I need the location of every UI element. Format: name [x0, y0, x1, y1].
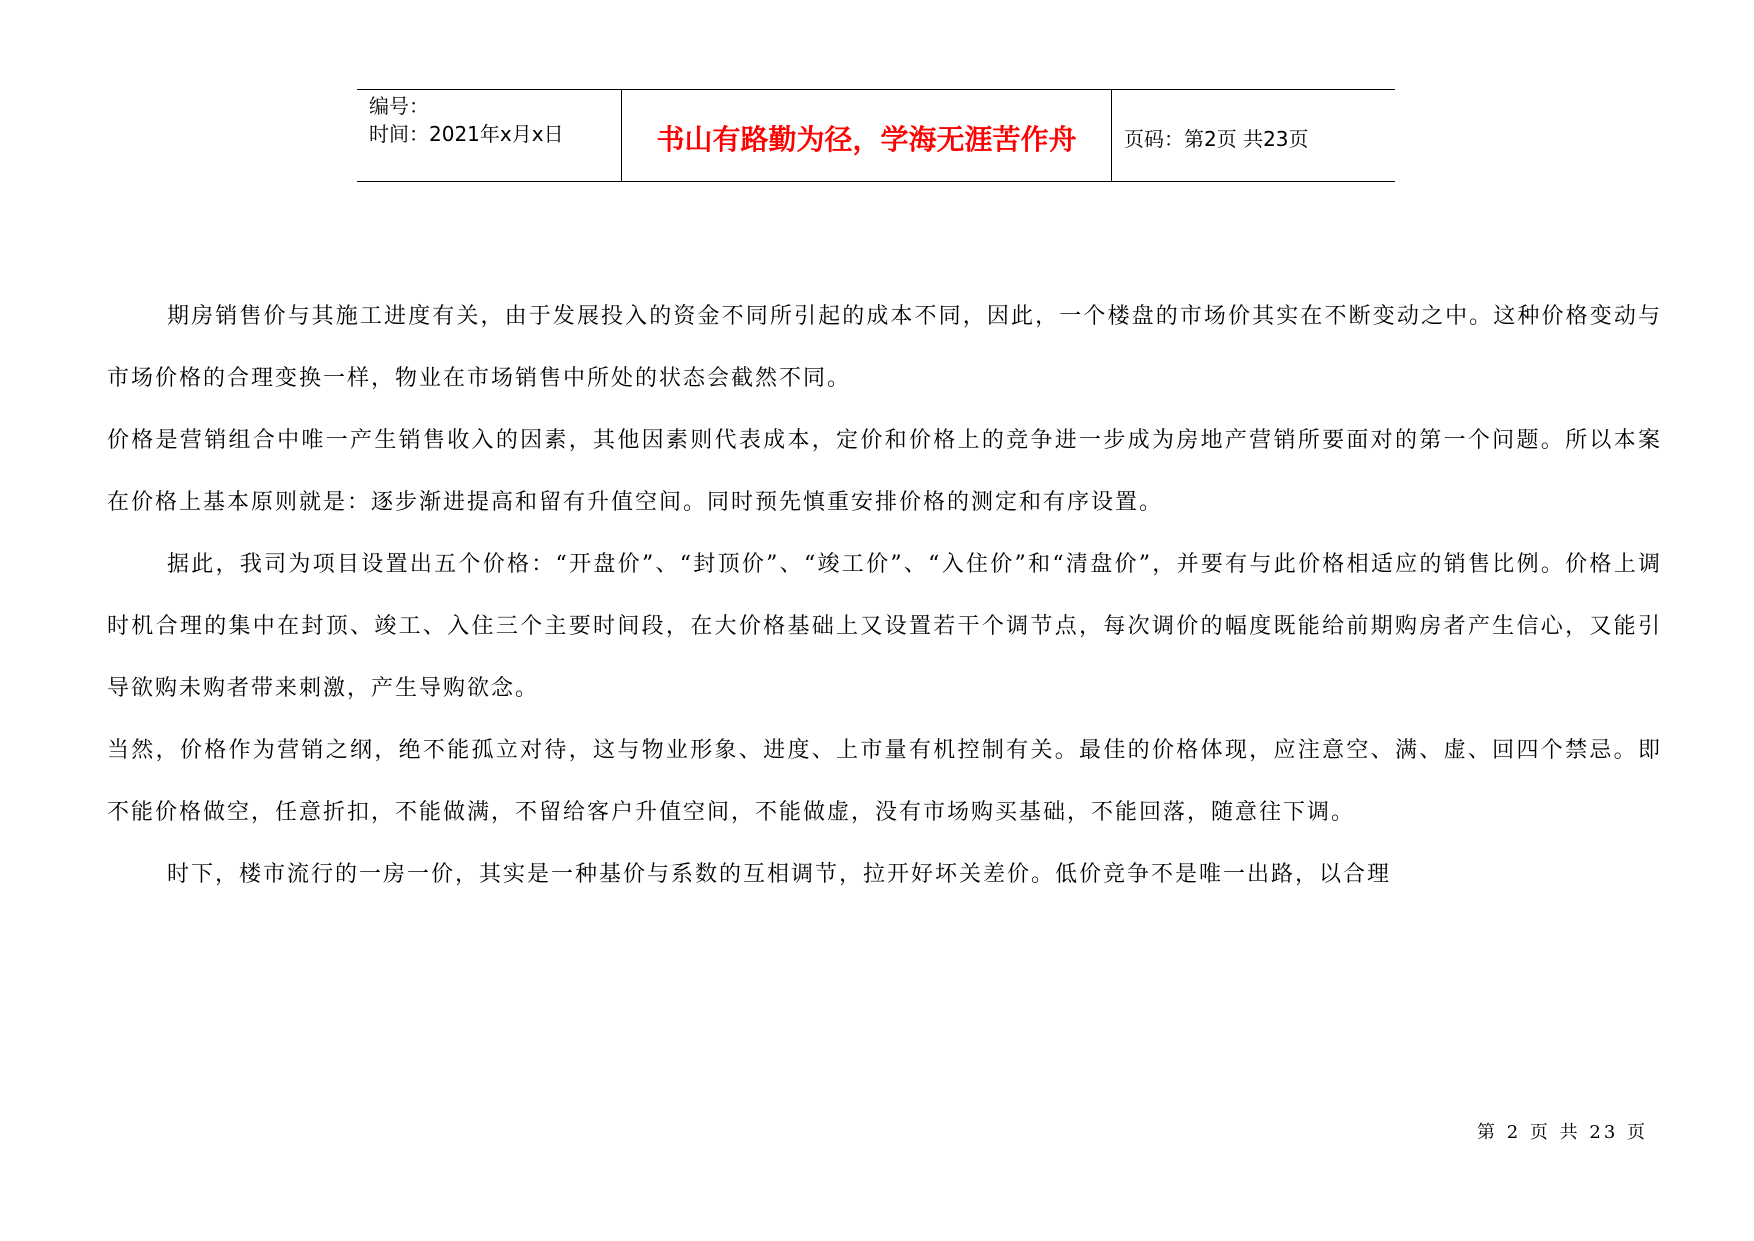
page-footer: 第 2 页 共 23 页: [1477, 1122, 1648, 1143]
number-label: 编号：: [369, 94, 429, 118]
time-label: 时间：2021年x月x日: [369, 122, 564, 146]
paragraph-1: 期房销售价与其施工进度有关，由于发展投入的资金不同所引起的成本不同，因此，一个楼盘的市场价其实在不断变动之中。这种价格变动与市场价格的合理变换一样，物业在市场销售中所处的状态会截然不同。: [107, 304, 1662, 391]
header-page-info: 页码：第2页 共23页: [1124, 127, 1309, 151]
paragraph-4: 当然，价格作为营销之纲，绝不能孤立对待，这与物业形象、进度、上市量有机控制有关。最佳的价格体现，应注意空、满、虚、回四个禁忌。即不能价格做空，任意折扣，不能做满，不留给客户升值空间，不能做虚，没有市场购买基础，不能回落，随意往下调。: [107, 738, 1662, 825]
paragraph-2: 价格是营销组合中唯一产生销售收入的因素，其他因素则代表成本，定价和价格上的竞争进一步成为房地产营销所要面对的第一个问题。所以本案在价格上基本原则就是：逐步渐进提高和留有升值空间。同时预先慎重安排价格的测定和有序设置。: [107, 428, 1662, 515]
header-motto: 书山有路勤为径，学海无涯苦作舟: [622, 90, 1112, 181]
document-body: [107, 286, 1662, 906]
page-header: [357, 89, 1395, 182]
paragraph-3: 据此，我司为项目设置出五个价格：“开盘价”、“封顶价”、“竣工价”、“入住价”和“清盘价”，并要有与此价格相适应的销售比例。价格上调时机合理的集中在封顶、竣工、入住三个主要时间段，在大价格基础上又设置若干个调节点，每次调价的幅度既能给前期购房者产生信心，又能引导欲购未购者带来刺激，产生导购欲念。: [107, 552, 1662, 701]
header-info-cell: [357, 90, 622, 181]
paragraph-5: 时下，楼市流行的一房一价，其实是一种基价与系数的互相调节，拉开好坏关差价。低价竞争不是唯一出路，以合理: [167, 862, 1392, 887]
